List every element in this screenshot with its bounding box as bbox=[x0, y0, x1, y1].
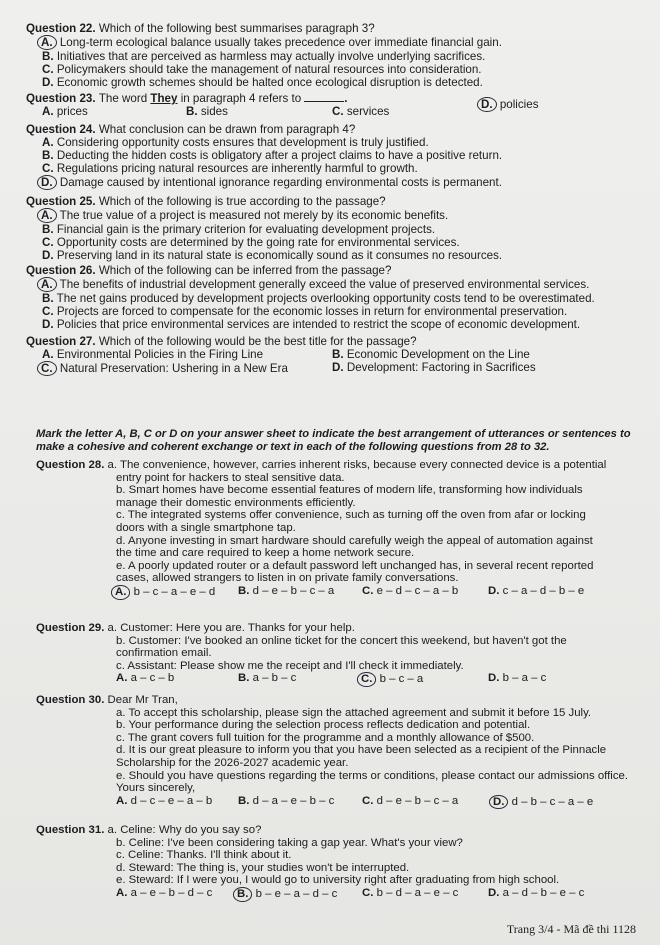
option-c[interactable]: C. services bbox=[332, 105, 390, 118]
option-d[interactable]: D. Development: Factoring in Sacrifices bbox=[332, 361, 536, 374]
option-b[interactable]: B. b – e – a – d – c bbox=[238, 887, 362, 902]
option-b[interactable]: B. a – b – c bbox=[238, 672, 297, 685]
option-b[interactable]: B. d – e – b – c – a bbox=[238, 584, 335, 597]
option-c[interactable]: C. Natural Preservation: Ushering in a New Era bbox=[42, 361, 332, 376]
option-a[interactable]: A. The benefits of industrial development generally exceed the value of preserved environmental services. bbox=[26, 277, 648, 292]
question-25: Question 25. Which of the following is true according to the passage? A. The true value of a project is measured not merely by its economic benefits. B. Financial gain is the primary criterion for evaluating development projects. C. Opportunity costs are determined by the going rate for environmental services. D. Preserving land in its natural state is economically sound as it consumes no resources. bbox=[26, 195, 648, 262]
option-b[interactable]: B. d – a – e – b – c bbox=[238, 794, 335, 807]
question-number: Question 25. bbox=[26, 195, 96, 208]
question-number: Question 28. bbox=[36, 459, 105, 471]
option-d[interactable]: D. Economic growth schemes should be halted once ecological disruption is detected. bbox=[42, 76, 483, 89]
question-24: Question 24. What conclusion can be drawn from paragraph 4? A. Considering opportunity costs ensures that development is truly justified. B. Deducting the hidden costs is obligatory after a project claims to have a positive return. C. Regulations pricing natural resources are inherently harmful to growth. D. Damage caused by intentional ignorance regarding environmental costs is permanent. bbox=[26, 123, 648, 190]
option-b[interactable]: B. sides bbox=[186, 105, 228, 118]
option-c[interactable]: C. b – d – a – e – c bbox=[362, 886, 459, 899]
option-c[interactable]: C. b – c – a bbox=[362, 672, 488, 687]
option-a[interactable]: A. b – c – a – e – d bbox=[116, 585, 238, 600]
question-number: Question 31. bbox=[36, 824, 105, 836]
option-c[interactable]: C. e – d – c – a – b bbox=[362, 584, 459, 597]
option-a[interactable]: A. Long-term ecological balance usually takes precedence over immediate financial gain. bbox=[26, 35, 648, 50]
option-c[interactable]: C. Projects are forced to compensate for the economic losses in return for environmental preservation. bbox=[42, 305, 568, 318]
option-d[interactable]: D. b – a – c bbox=[488, 672, 547, 685]
option-b[interactable]: B. Initiatives that are perceived as harmless may actually involve underlying sacrifices. bbox=[42, 50, 486, 63]
option-a[interactable]: A. Environmental Policies in the Firing Line bbox=[42, 348, 264, 361]
option-a[interactable]: A. The true value of a project is measured not merely by its economic benefits. bbox=[26, 208, 648, 223]
option-c[interactable]: C. Opportunity costs are determined by the going rate for environmental services. bbox=[42, 236, 460, 249]
question-26: Question 26. Which of the following can be inferred from the passage? A. The benefits of industrial development generally exceed the value of preserved environmental services. B. The net gains produced by development projects overlooking opportunity costs tend to be overestimated. C. Projects are forced to compensate for the economic losses in return for environmental preservation. D. Policies that price environmental services are intended to restrict the scope of economic development. bbox=[26, 264, 648, 331]
question-number: Question 30. bbox=[36, 694, 105, 706]
question-number: Question 24. bbox=[26, 123, 96, 136]
option-c[interactable]: C. d – e – b – c – a bbox=[362, 794, 459, 807]
option-d[interactable]: D. Preserving land in its natural state is economically sound as it consumes no resources. bbox=[42, 249, 503, 262]
option-a[interactable]: A. d – c – e – a – b bbox=[116, 794, 213, 807]
option-a[interactable]: A. a – c – b bbox=[116, 672, 175, 685]
answer-row bbox=[36, 585, 642, 600]
option-a[interactable]: A. Considering opportunity costs ensures that development is truly justified. bbox=[42, 136, 429, 149]
option-d[interactable]: D. d – b – c – a – e bbox=[494, 795, 593, 810]
option-b[interactable]: B. The net gains produced by development projects overlooking opportunity costs tend to be overestimated. bbox=[42, 292, 595, 305]
question-31: Question 31. a. Celine: Why do you say so? b. Celine: I've been considering taking a gap year. What's your view? c. Celine: Thanks. I'll think about it. d. Steward: The thing is, your studies won't be interrupted. e. Steward: If I were you, I would go to university right after graduating from high school. A. a – e – b – d – c B. b – e – a – d – c C. b – d – a – e – c D. a – d – b – e – c bbox=[36, 824, 642, 902]
option-b[interactable]: B. Deducting the hidden costs is obligatory after a project claims to have a positive return. bbox=[42, 149, 503, 162]
question-22 bbox=[26, 22, 648, 89]
option-d[interactable]: D. c – a – d – b – e bbox=[488, 584, 585, 597]
page-footer: Trang 3/4 - Mã đề thi 1128 bbox=[506, 922, 636, 936]
question-28: Question 28. a. The convenience, however, carries inherent risks, because every connected device is a potential entry point for hackers to steal sensitive data. b. Smart homes have become essential features of modern life, transforming how individuals manage their domestic environments efficiently. c. The integrated systems offer convenience, such as turning off the oven from afar or locking doors with a single smartphone tap. d. Anyone investing in smart hardware should carefully weigh the appeal of automation against the time and care required to keep a home network secure. e. A poorly updated router or a default password left unchanged has, in several recent reported cases, allowed strangers to listen in on private family conversations. A. b – c – a – e – d B. d – e – b – c – a C. e – d – c – a – b D. c – a – d – b – e bbox=[36, 459, 642, 600]
question-number: Question 29. bbox=[36, 622, 105, 634]
question-29: Question 29. a. Customer: Here you are. Thanks for your help. b. Customer: I've booked an online ticket for the concert this weekend, but haven't got the confirmation email. c. Assistant: Please show me the receipt and I'll check it immediately. A. a – c – b B. a – b – c C. b – c – a D. b – a – c bbox=[36, 622, 642, 687]
question-number: Question 23. bbox=[26, 92, 96, 105]
answer-row bbox=[36, 672, 642, 687]
section-instruction: Mark the letter A, B, C or D on your answer sheet to indicate the best arrangement of utterances or sentences to make a cohesive and coherent exchange or text in each of the following questions from 28 to 32. bbox=[36, 428, 631, 453]
option-c[interactable]: C. Policymakers should take the management of natural resources into consideration. bbox=[42, 63, 482, 76]
question-number: Question 27. bbox=[26, 335, 96, 348]
question-27: Question 27. Which of the following would be the best title for the passage? A. Environmental Policies in the Firing Line B. Economic Development on the Line C. Natural Preservation: Ushering in a New Era D. Development: Factoring in Sacrifices bbox=[26, 335, 536, 375]
option-d[interactable]: D. Damage caused by intentional ignorance regarding environmental costs is permanent. bbox=[26, 175, 648, 190]
answer-row bbox=[36, 887, 642, 902]
question-23: Question 23. The word They in paragraph 4 refers to . A. prices B. sides C. services D. policies bbox=[26, 92, 539, 118]
question-number: Question 26. bbox=[26, 264, 96, 277]
option-d[interactable]: D. policies bbox=[482, 97, 539, 118]
option-a[interactable]: A. prices bbox=[42, 105, 88, 118]
question-30: Question 30. Dear Mr Tran, a. To accept this scholarship, please sign the attached agreement and submit it before 15 July. b. Your performance during the selection process reflects dedication and potential. c. The grant covers full tuition for the programme and a monthly allowance of $500. d. It is our great pleasure to inform you that you have been selected as a recipient of the Pinnacle Scholarship for the 2026-2027 academic year. e. Should you have questions regarding the terms or conditions, please contact our admissions office. Yours sincerely, A. d – c – e – a – b B. d – a – e – b – c C. d – e – b – c – a D. d – b – c – a – e bbox=[36, 694, 642, 809]
answer-row bbox=[36, 795, 642, 810]
question-number: Question 22. bbox=[26, 22, 96, 35]
option-c[interactable]: C. Regulations pricing natural resources are inherently harmful to growth. bbox=[42, 162, 418, 175]
option-a[interactable]: A. a – e – b – d – c bbox=[116, 886, 213, 899]
option-b[interactable]: B. Economic Development on the Line bbox=[332, 348, 530, 361]
option-b[interactable]: B. Financial gain is the primary criterion for evaluating development projects. bbox=[42, 223, 436, 236]
blank-line bbox=[304, 101, 344, 102]
keyword: They bbox=[150, 92, 178, 105]
option-d[interactable]: D. Policies that price environmental services are intended to restrict the scope of economic development. bbox=[42, 318, 581, 331]
question-text: Which of the following best summarises paragraph 3? bbox=[98, 22, 375, 35]
option-d[interactable]: D. a – d – b – e – c bbox=[488, 886, 585, 899]
